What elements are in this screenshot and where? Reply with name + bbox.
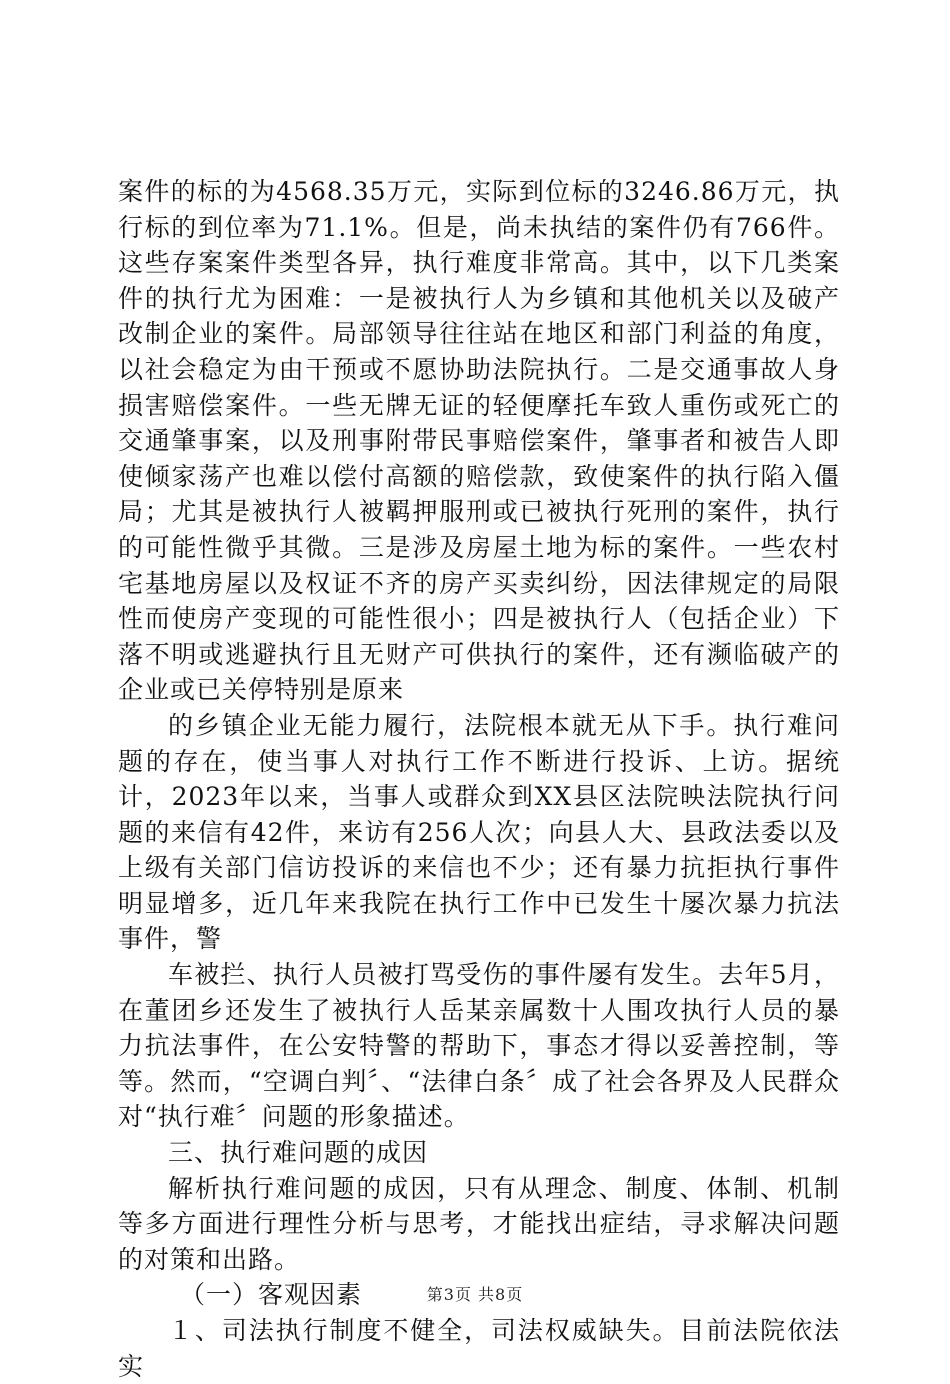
paragraph-analysis: 解析执行难问题的成因，只有从理念、制度、体制、机制等多方面进行理性分析与思考，才能找出症结，寻求解决问题的对策和出路。 [118, 1173, 840, 1274]
section-heading-causes: 三、执行难问题的成因 [168, 1138, 429, 1168]
paragraph-petitions: 的乡镇企业无能力履行，法院根本就无从下手。执行难问题的存在，使当事人对执行工作不断进行投诉、上访。据统计，2023年以来，当事人或群众到XX县区法院映法院执行问题的来信有42件，来访有256人次；向县人大、县政法委以及上级有关部门信访投诉的来信也不少；还有暴力抗拒执行事件明显增多，近几年来我院在执行工作中已发生十屡次暴力抗法事件，警 [118, 710, 840, 954]
paragraph-judicial-system: １、司法执行制度不健全，司法权威缺失。目前法院依法实 [118, 1316, 840, 1381]
subsection-heading-objective-factors: （一）客观因素 [180, 1280, 363, 1310]
body-text [118, 174, 840, 1384]
paragraph-violence-incidents: 车被拦、执行人员被打骂受伤的事件屡有发生。去年5月，在董团乡还发生了被执行人岳某亲属数十人围攻执行人员的暴力抗法事件，在公安特警的帮助下，事态才得以妥善控制，等等。然而，“空调白判〞、“法律白条〞成了社会各界及人民群众对“执行难〞问题的形象描述。 [118, 960, 840, 1132]
paragraph-case-statistics: 案件的标的为4568.35万元，实际到位标的3246.86万元，执行标的到位率为71.1%。但是，尚未执结的案件仍有766件。这些存案案件类型各异，执行难度非常高。其中，以下几类案件的执行尤为困难：一是被执行人为乡镇和其他机关以及破产改制企业的案件。局部领导往往站在地区和部门利益的角度，以社会稳定为由干预或不愿协助法院执行。二是交通事故人身损害赔偿案件。一些无牌无证的轻便摩托车致人重伤或死亡的交通肇事案，以及刑事附带民事赔偿案件，肇事者和被告人即使倾家荡产也难以偿付高额的赔偿款，致使案件的执行陷入僵局；尤其是被执行人被羁押服刑或已被执行死刑的案件，执行的可能性微乎其微。三是涉及房屋土地为标的案件。一些农村宅基地房屋以及权证不齐的房产买卖纠纷，因法律规定的局限性而使房产变现的可能性很小；四是被执行人（包括企业）下落不明或逃避执行且无财产可供执行的案件，还有濒临破产的企业或已关停特别是原来 [118, 177, 840, 705]
page-number-footer: 第3页 共8页 [426, 1285, 524, 1304]
